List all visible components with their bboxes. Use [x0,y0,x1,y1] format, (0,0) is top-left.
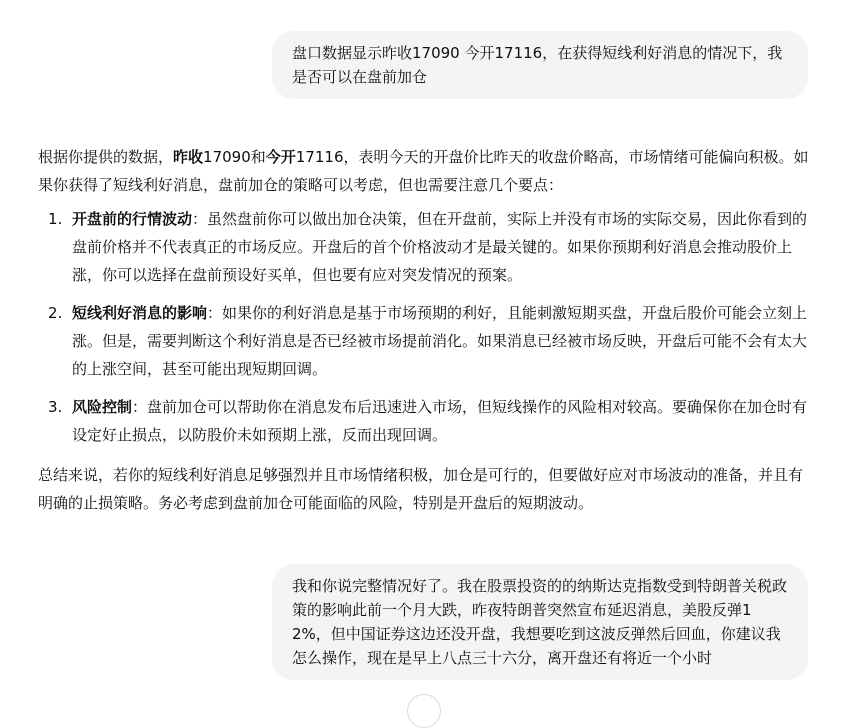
list-number: 2. [48,304,63,322]
list-item-title: 开盘前的行情波动 [72,210,193,228]
list-item [38,393,810,449]
list-number: 3. [48,398,63,416]
intro-text-1: 根据你提供的数据， [38,148,174,166]
assistant-summary: 总结来说，若你的短线利好消息足够强烈并且市场情绪积极，加仓是可行的，但要做好应对市场波动的准备，并且有明确的止损策略。务必考虑到盘前加仓可能面临的风险，特别是开盘后的短期波动。 [38,466,804,512]
list-item-title: 短线利好消息的影响 [72,304,208,322]
list-item-title: 风险控制 [72,398,133,416]
user-message-text: 我和你说完整情况好了。我在股票投资的的纳斯达克指数受到特朗普关税政策的影响此前一个月大跌，昨夜特朗普突然宣布延迟消息，美股反弹12%，但中国证券这边还没开盘，我想要吃到这波反弹然后回血，你建议我怎么操作，现在是早上八点三十六分，离开盘还有将近一个小时 [292,577,788,667]
assistant-point-list [38,205,810,449]
assistant-message [38,143,810,517]
list-item-text: ：虽然盘前你可以做出加仓决策，但在开盘前，实际上并没有市场的实际交易，因此你看到的盘前价格并不代表真正的市场反应。开盘后的首个价格波动才是最关键的。如果你预期利好消息会推动股价上涨，你可以选择在盘前预设好买单，但也要有应对突发情况的预案。 [72,210,808,284]
intro-text-3: 17116，表明今天的开盘价比昨天的收盘价略高，市场情绪可能偏向积极。如果你获得了短线利好消息，盘前加仓的策略可以考虑，但也需要注意几个要点： [38,148,809,194]
user-message-bubble [272,564,808,680]
list-number: 1. [48,210,63,228]
assistant-intro [38,143,810,199]
intro-bold-2: 今开 [265,148,296,166]
user-message-text: 盘口数据显示昨收17090 今开17116，在获得短线利好消息的情况下，我是否可以在盘前加仓 [292,44,783,86]
list-item [38,299,810,383]
list-item-text: ：如果你的利好消息是基于市场预期的利好，且能刺激短期买盘，开盘后股价可能会立刻上涨。但是，需要判断这个利好消息是否已经被市场提前消化。如果消息已经被市场反映，开盘后可能不会有太大的上涨空间，甚至可能出现短期回调。 [72,304,808,378]
list-item-text: ：盘前加仓可以帮助你在消息发布后迅速进入市场，但短线操作的风险相对较高。要确保你在加仓时有设定好止损点，以防股价未如预期上涨，反而出现回调。 [72,398,808,444]
user-message-bubble [272,31,808,99]
list-item [38,205,810,289]
intro-bold-1: 昨收 [173,148,204,166]
scroll-to-bottom-button[interactable] [407,694,441,728]
intro-text-2: 17090和 [203,148,266,166]
